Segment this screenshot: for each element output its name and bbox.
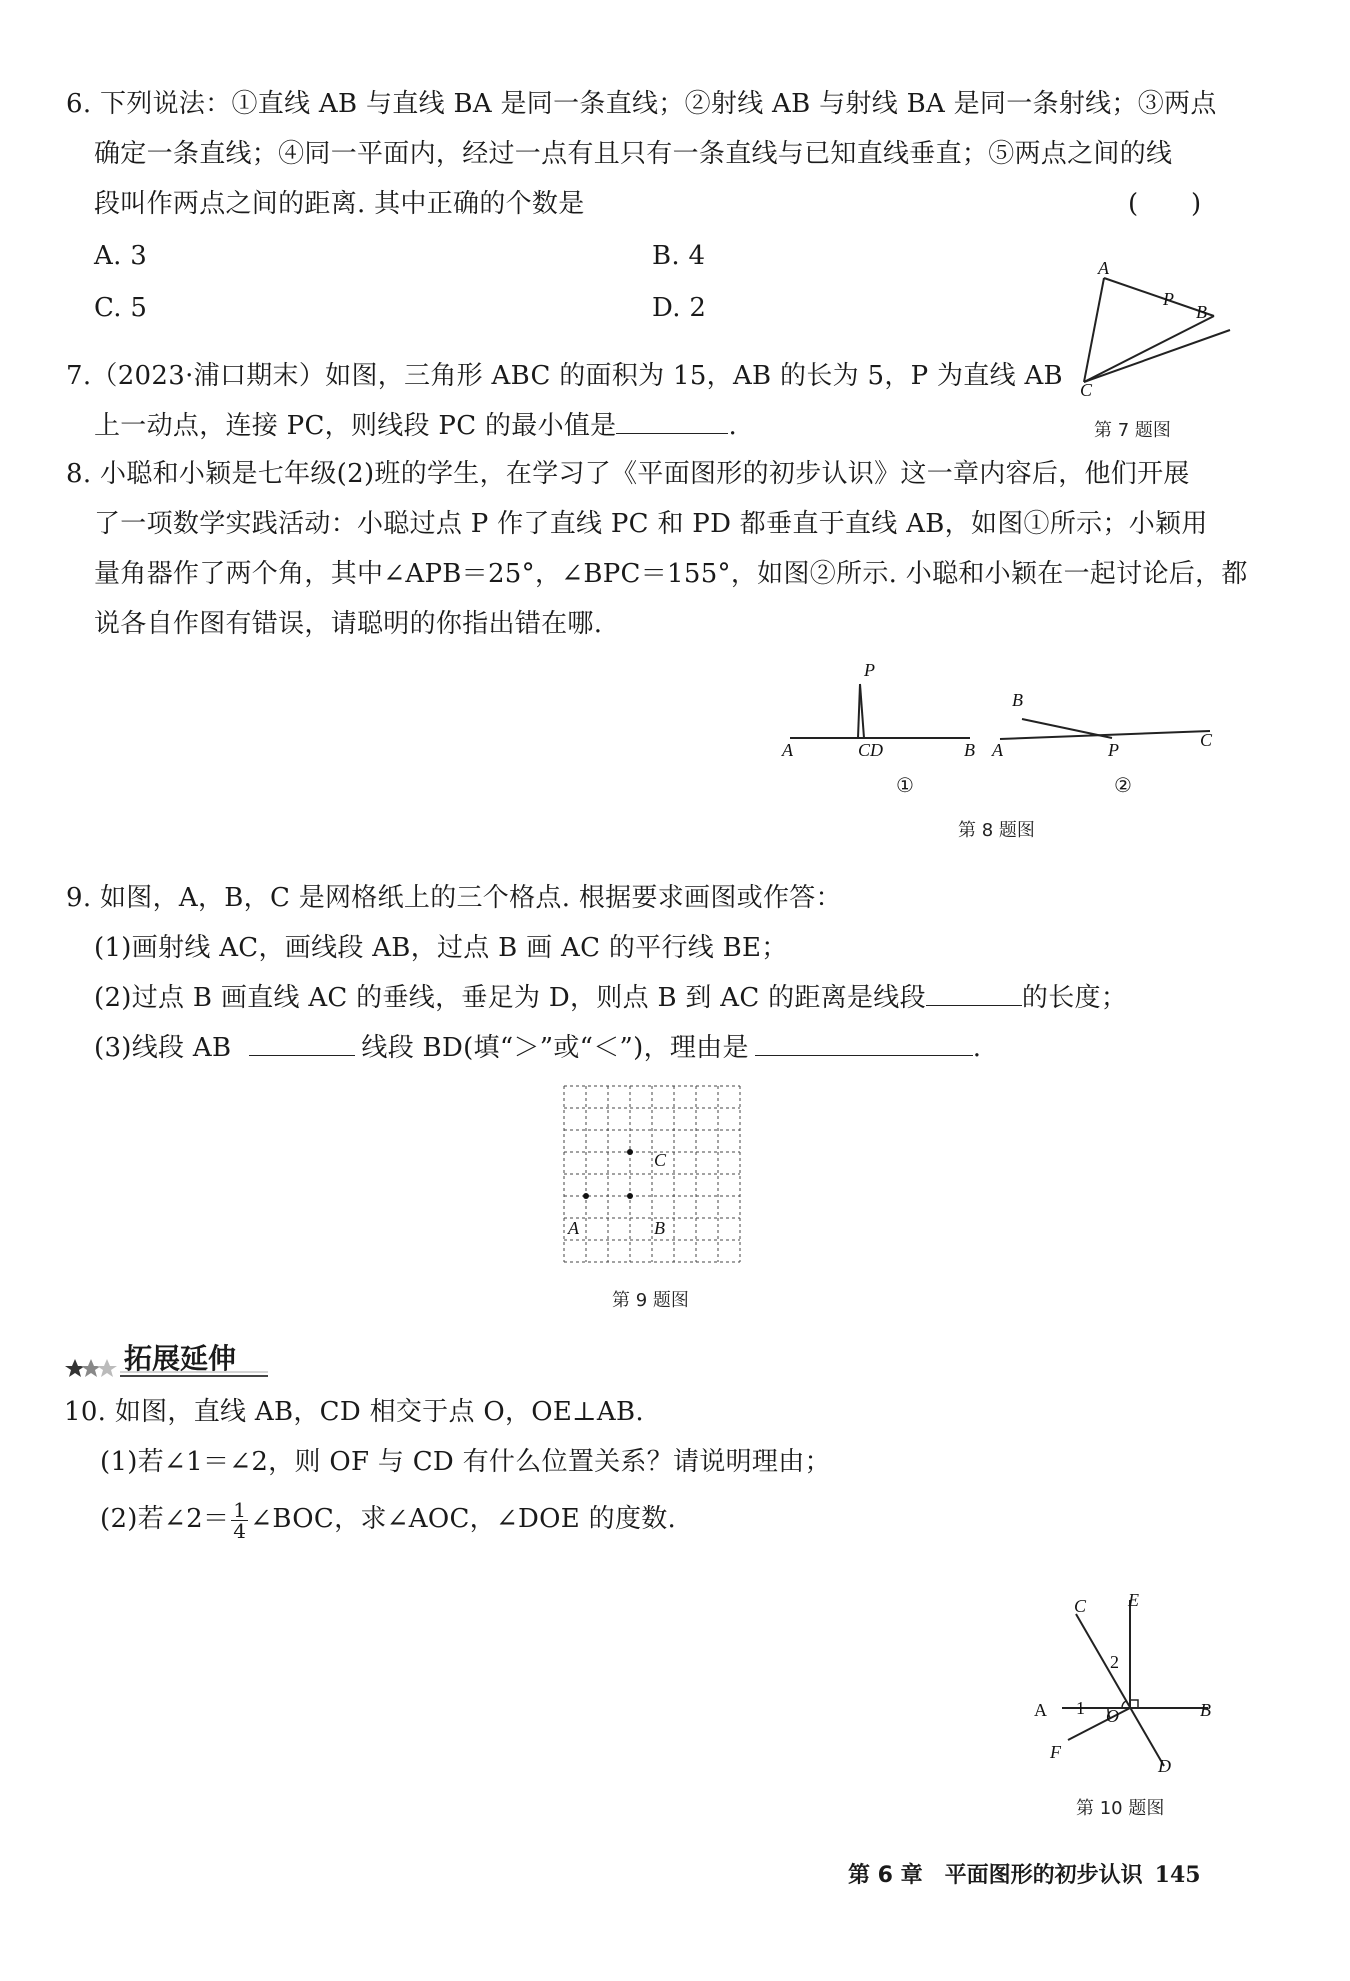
fig8-diagram-2 [1000,705,1210,745]
page-number: 145 [1154,1862,1201,1888]
fig9-label-b: B [654,1218,665,1238]
fig7-label-p: P [1163,289,1174,309]
point-c [627,1149,633,1155]
point-b [627,1193,633,1199]
q9-line1: 9. 如图，A，B，C 是网格纸上的三个格点. 根据要求画图或作答： [66,883,842,913]
q9-line4-text-b: 线段 BD(填“＞”或“＜”)，理由是 [361,1033,749,1063]
q7-line2-text: 上一动点，连接 PC，则线段 PC 的最小值是 [94,411,617,441]
q9-blank-segment[interactable] [926,981,1022,1006]
fig10-label-b: B [1200,1700,1211,1720]
q6-option-d: D. 2 [652,293,707,323]
fig7-label-c: C [1080,380,1093,400]
q6-answer-paren: ( ) [1128,189,1202,219]
q9-line3-end: 的长度； [1021,983,1128,1013]
point-a [583,1193,589,1199]
q9-line3 [94,980,1127,1016]
fig8-2-label-a: A [992,740,1003,760]
fig8-2-label-b: B [1012,690,1023,710]
fig10-angle-2: 2 [1110,1652,1119,1672]
q10-line3-text-b: ∠BOC，求∠AOC，∠DOE 的度数. [250,1504,677,1534]
fig8-caption: 第 8 题图 [958,820,1035,841]
fig9-label-a: A [568,1218,579,1238]
fig10-label-o: O [1106,1706,1119,1726]
q10-line1: 10. 如图，直线 AB，CD 相交于点 O，OE⊥AB. [64,1397,644,1427]
q9-line4-end: . [972,1033,982,1063]
q9-line3-text: (2)过点 B 画直线 AC 的垂线，垂足为 D，则点 B 到 AC 的距离是线段 [94,983,926,1013]
fig10-label-d: D [1158,1756,1171,1776]
fig9-grid [563,1085,743,1265]
fig10-diagram [1040,1590,1220,1780]
q6-option-a: A. 3 [94,241,148,271]
fig8-1-label-cd: CD [858,740,884,760]
fig8-2-number: ② [1114,773,1132,797]
fig9-label-c: C [654,1150,667,1170]
q10-fraction-num: 1 [233,1497,247,1522]
q6-option-c: C. 5 [94,293,148,323]
q8-line4: 说各自作图有错误，请聪明的你指出错在哪. [94,609,603,639]
q8-line2: 了一项数学实践活动：小聪过点 P 作了直线 PC 和 PD 都垂直于直线 AB，如图①所示；小颖用 [94,509,1208,539]
q6-line3: 段叫作两点之间的距离. 其中正确的个数是 [94,189,585,219]
q6-line2: 确定一条直线；④同一平面内，经过一点有且只有一条直线与已知直线垂直；⑤两点之间的线 [94,139,1173,169]
fig7-triangle [1080,272,1230,402]
q10-line3-text-a: (2)若∠2＝ [100,1504,230,1534]
q7-line1: 7.（2023·浦口期末）如图，三角形 ABC 的面积为 15，AB 的长为 5，P 为直线 AB [66,361,1063,391]
q9-blank-compare[interactable] [249,1031,355,1056]
section-title: 拓展延伸 [124,1342,237,1375]
q6-line1: 6. 下列说法：①直线 AB 与直线 BA 是同一条直线；②射线 AB 与射线 BA 是同一条射线；③两点 [66,89,1217,119]
fig10-caption: 第 10 题图 [1076,1798,1165,1819]
fig7-label-b: B [1196,302,1207,322]
q10-line3 [100,1494,676,1544]
q9-line4-text-a: (3)线段 AB [94,1033,232,1063]
fig10-label-a: A [1034,1700,1047,1720]
fig7-caption: 第 7 题图 [1094,420,1171,441]
fig10-label-e: E [1128,1590,1139,1610]
fig8-1-label-p: P [864,660,875,680]
q9-blank-reason[interactable] [755,1031,973,1056]
fig10-label-c: C [1074,1596,1087,1616]
q8-line3: 量角器作了两个角，其中∠APB＝25°，∠BPC＝155°，如图②所示. 小聪和小颖在一起讨论后，都 [94,559,1248,589]
q7-line2-end: . [728,411,738,441]
fig8-2-label-c: C [1200,730,1213,750]
q10-fraction-den: 4 [233,1518,247,1543]
fig9-caption: 第 9 题图 [612,1290,689,1311]
q7-line2 [94,408,737,444]
q6-option-b: B. 4 [652,241,706,271]
fig8-1-number: ① [896,773,914,797]
fig7-label-a: A [1098,258,1109,278]
page-footer [848,1860,1201,1891]
fig8-diagram-1 [790,678,974,748]
q8-line1: 8. 小聪和小颖是七年级(2)班的学生，在学习了《平面图形的初步认识》这一章内容后，他们开展 [66,459,1190,489]
fig8-2-label-p: P [1108,740,1119,760]
fig10-label-f: F [1050,1742,1061,1762]
fig8-1-label-a: A [782,740,793,760]
q10-line2: (1)若∠1＝∠2，则 OF 与 CD 有什么位置关系？请说明理由； [100,1447,831,1477]
footer-chapter: 第 6 章 平面图形的初步认识 [848,1863,1143,1888]
q7-answer-blank[interactable] [616,409,728,434]
q9-line4 [94,1030,981,1066]
q9-line2: (1)画射线 AC，画线段 AB，过点 B 画 AC 的平行线 BE； [94,933,788,963]
q10-fraction [231,1497,248,1543]
fig10-angle-1: 1 [1076,1698,1085,1718]
fig8-1-label-b: B [964,740,975,760]
